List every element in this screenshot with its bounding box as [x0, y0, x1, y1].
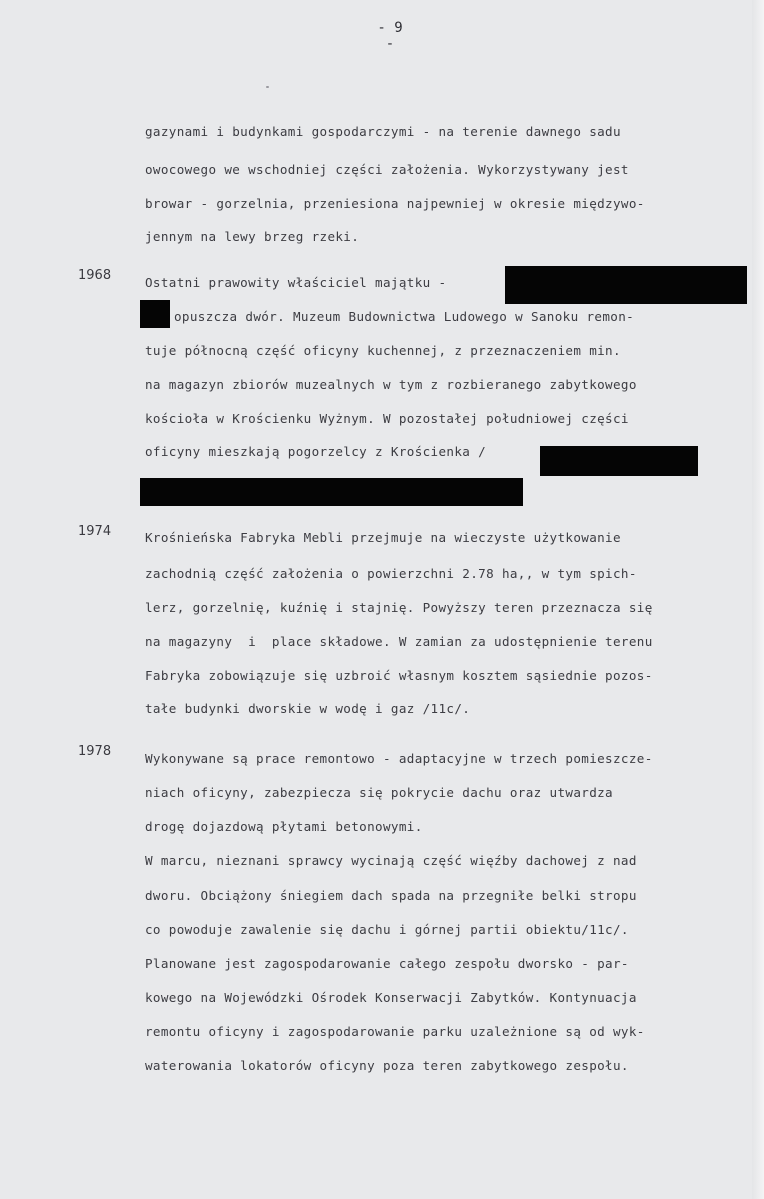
text-line: Fabryka zobowiązuje się uzbroić własnym kosztem sąsiednie pozos- [145, 668, 653, 683]
text-line: co powoduje zawalenie się dachu i górnej partii obiektu/11c/. [145, 922, 629, 937]
text-line: opuszcza dwór. Muzeum Budownictwa Ludowego w Sanoku remon- [174, 309, 635, 324]
text-line: niach oficyny, zabezpiecza się pokrycie dachu oraz utwardza [145, 785, 613, 800]
redaction-block [540, 446, 698, 476]
page-edge [752, 0, 764, 1199]
text-line: owocowego we wschodniej części założenia. Wykorzystywany jest [145, 162, 629, 177]
text-line: dworu. Obciążony śniegiem dach spada na przegniłe belki stropu [145, 888, 637, 903]
text-line: Krośnieńska Fabryka Mebli przejmuje na wieczyste użytkowanie [145, 530, 621, 545]
text-line: na magazyny i place składowe. W zamian za udostępnienie terenu [145, 634, 653, 649]
redaction-block [140, 478, 523, 506]
text-line: kowego na Wojewódzki Ośrodek Konserwacji Zabytków. Kontynuacja [145, 990, 637, 1005]
text-line: zachodnią część założenia o powierzchni 2.78 ha,, w tym spich- [145, 566, 637, 581]
text-line: Wykonywane są prace remontowo - adaptacyjne w trzech pomieszcze- [145, 751, 653, 766]
text-line: oficyny mieszkają pogorzelcy z Krościenka / [145, 444, 487, 459]
year-label: 1978 [78, 744, 112, 759]
text-line: tuje północną część oficyny kuchennej, z przeznaczeniem min. [145, 343, 621, 358]
paper-speck [266, 86, 269, 88]
text-line: lerz, gorzelnię, kuźnię i stajnię. Powyższy teren przeznacza się [145, 600, 653, 615]
text-line: drogę dojazdową płytami betonowymi. [145, 819, 423, 834]
text-line: waterowania lokatorów oficyny poza teren zabytkowego zespołu. [145, 1058, 629, 1073]
redaction-block [140, 300, 170, 328]
text-line: W marcu, nieznani sprawcy wycinają część więźby dachowej z nad [145, 853, 637, 868]
year-label: 1968 [78, 268, 112, 283]
text-line: remontu oficyny i zagospodarowanie parku uzależnione są od wyk- [145, 1024, 645, 1039]
text-line: gazynami i budynkami gospodarczymi - na terenie dawnego sadu [145, 124, 621, 139]
text-line: Ostatni prawowity właściciel majątku - [145, 275, 447, 290]
year-label: 1974 [78, 524, 112, 539]
text-line: browar - gorzelnia, przeniesiona najpewniej w okresie międzywo- [145, 196, 645, 211]
text-line: jennym na lewy brzeg rzeki. [145, 229, 360, 244]
text-line: Planowane jest zagospodarowanie całego zespołu dworsko - par- [145, 956, 629, 971]
text-line: tałe budynki dworskie w wodę i gaz /11c/. [145, 701, 471, 716]
text-line: na magazyn zbiorów muzealnych w tym z rozbieranego zabytkowego [145, 377, 637, 392]
text-line: kościoła w Krościenku Wyżnym. W pozostałej południowej części [145, 411, 629, 426]
redaction-block [505, 266, 747, 304]
page-number: - 9 - [377, 20, 403, 52]
